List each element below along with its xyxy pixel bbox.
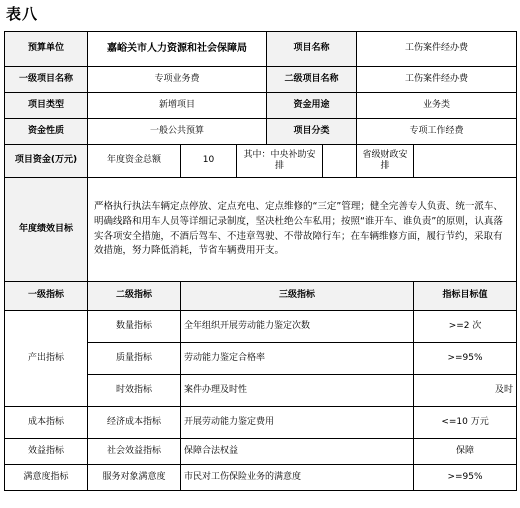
provincial-funds-value: [414, 145, 517, 178]
project-funds-label: 项目资金(万元): [5, 145, 88, 178]
performance-target-table: [4, 31, 517, 491]
table-row: [5, 119, 517, 145]
fund-nature-value: 一般公共预算: [88, 119, 267, 145]
central-subsidy-label: 其中：中央补助安排: [237, 145, 323, 178]
level2-cell: 社会效益指标: [88, 439, 181, 465]
page-title: 表八: [6, 5, 39, 23]
level3-cell: 全年组织开展劳动能力鉴定次数: [181, 311, 414, 343]
budget-unit-value: 嘉峪关市人力资源和社会保障局: [88, 32, 267, 67]
indicator-row: [5, 439, 517, 465]
project-name-value: 工伤案件经办费: [357, 32, 517, 67]
provincial-funds-label: 省级财政安排: [357, 145, 414, 178]
annual-total-label: 年度资金总额: [88, 145, 181, 178]
level1-cost: 成本指标: [5, 407, 88, 439]
table-row: [5, 145, 517, 178]
level1-benefit: 效益指标: [5, 439, 88, 465]
level1-name-value: 专项业务费: [88, 67, 267, 93]
level2-cell: 数量指标: [88, 311, 181, 343]
project-name-label: 项目名称: [267, 32, 357, 67]
level2-name-label: 二级项目名称: [267, 67, 357, 93]
target-cell: >=95%: [414, 343, 517, 375]
fund-use-value: 业务类: [357, 93, 517, 119]
level2-name-value: 工伤案件经办费: [357, 67, 517, 93]
fund-use-label: 资金用途: [267, 93, 357, 119]
annual-goal-label: 年度绩效目标: [5, 178, 88, 282]
level2-cell: 服务对象满意度: [88, 465, 181, 491]
fund-nature-label: 资金性质: [5, 119, 88, 145]
level3-cell: 劳动能力鉴定合格率: [181, 343, 414, 375]
budget-unit-label: 预算单位: [5, 32, 88, 67]
level2-cell: 时效指标: [88, 375, 181, 407]
project-type-value: 新增项目: [88, 93, 267, 119]
target-cell: <=10 万元: [414, 407, 517, 439]
indicator-row: [5, 311, 517, 343]
level3-cell: 案件办理及时性: [181, 375, 414, 407]
level2-cell: 质量指标: [88, 343, 181, 375]
level3-cell: 市民对工伤保险业务的满意度: [181, 465, 414, 491]
annual-goal-text: 严格执行执法车辆定点停放、定点充电、定点维修的“三定”管理；健全完善专人负责、统一派车、明确线路和用车人员等详细记录制度，坚决杜绝公车私用；按照“谁开车、谁负责”的原则，认真落实各项安全措施，不酒后驾车、不违章驾驶、不带故障行车；在车辆维修方面，履行节约，采取有效措施，努力降低消耗，节省车辆费用开支。: [88, 178, 517, 282]
level1-name-label: 一级项目名称: [5, 67, 88, 93]
indicator-row: [5, 465, 517, 491]
indicator-header-row: [5, 282, 517, 311]
level2-cell: 经济成本指标: [88, 407, 181, 439]
indicator-row: [5, 407, 517, 439]
level1-output: 产出指标: [5, 311, 88, 407]
project-category-label: 项目分类: [267, 119, 357, 145]
header-level2: 二级指标: [88, 282, 181, 311]
level1-satisfaction: 满意度指标: [5, 465, 88, 491]
header-level1: 一级指标: [5, 282, 88, 311]
target-cell: 及时: [414, 375, 517, 407]
level3-cell: 开展劳动能力鉴定费用: [181, 407, 414, 439]
target-cell: >=95%: [414, 465, 517, 491]
table-row: [5, 178, 517, 282]
table-row: [5, 93, 517, 119]
target-cell: 保障: [414, 439, 517, 465]
table-row: [5, 32, 517, 67]
target-cell: >=2 次: [414, 311, 517, 343]
project-category-value: 专项工作经费: [357, 119, 517, 145]
annual-total-value: 10: [181, 145, 237, 178]
header-target: 指标目标值: [414, 282, 517, 311]
table-row: [5, 67, 517, 93]
project-type-label: 项目类型: [5, 93, 88, 119]
level3-cell: 保障合法权益: [181, 439, 414, 465]
central-subsidy-value: [323, 145, 357, 178]
header-level3: 三级指标: [181, 282, 414, 311]
